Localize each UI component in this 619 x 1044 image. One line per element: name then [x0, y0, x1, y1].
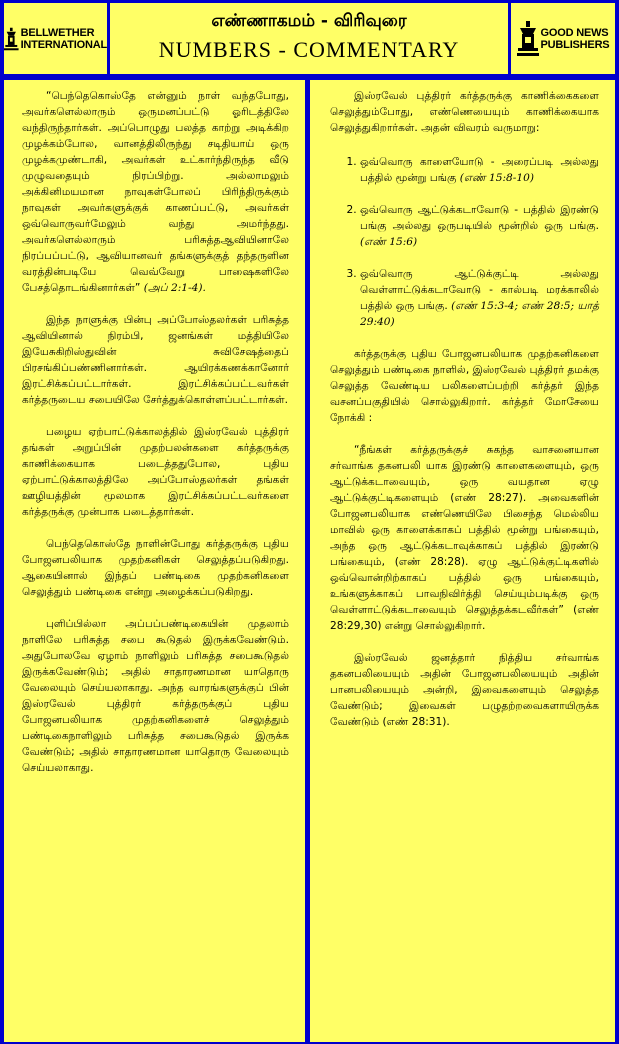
left-p1-text: “பெந்தெகொஸ்தே என்னும் நாள் வந்தபோது, அவர்களெல்லாரும் ஒருமனப்பட்டு ஓரிடத்திலே வந்திருந்தார்கள். அப்பொழுது பலத்த காற்று அடிக்கிற முழக்கம்போல, வானத்திலிருந்து சடிதியாய் ஒரு முழக்கமுண்டாகி, அவர்கள் உட்கார்ந்திருந்த வீடு முழுவதையும் நிரப்பிற்று. அல்லாமலும் அக்கினிமயமான நாவுகள்போலப் பிரிந்திருக்கும் நாவுகள் அவர்களுக்குக் காணப்பட்டு, அவர்கள் ஒவ்வொருவர்மேலும் வந்து அமர்ந்தது. அவர்களெல்லாரும் பரிசுத்தஆவியினாலே நிரப்பப்பட்டு, ஆவியானவர் தங்களுக்குத் தந்தருளின வரத்தின்படியே வெவ்வேறு பாஷைகளிலே பேசத்தொடங்கினார்கள்” [22, 90, 289, 294]
list-item-ref: (எண் 15:3-4; எண் 28:5; யாத் 29:40) [360, 300, 599, 328]
logo-good-news [511, 3, 615, 74]
right-p3-ref2: (எண் 28:28). [394, 556, 469, 568]
left-paragraph-4: பெந்தெகொஸ்தே நாளின்போது கர்த்தருக்கு புதிய போஜனபலியாக முதற்கனிகள் செலுத்தப்படுகிறது. ஆகையினால் இந்தப் பண்டிகை முதற்கனிகளை செலுத்தும் பண்டிகை என்று அழைக்கப்படுகிறது. [22, 538, 289, 598]
right-p3d-text: என்று சொல்லுகிறார். [384, 620, 486, 632]
tower-icon [517, 20, 539, 58]
right-p3-text: “நீங்கள் கர்த்தருக்குச் சுகந்த வாசனையான சர்வாங்க தகனபலி யாக இரண்டு காளைகளையும், ஒரு ஆட்டுக்கடாவையும், ஒரு வயதான ஏழு ஆட்டுக்குட்டிகளையும் [330, 444, 599, 504]
right-column [310, 80, 615, 1042]
right-p3-ref1: (எண் 28:27). [450, 492, 527, 504]
list-item-ref: (எண் 15:8-10) [459, 172, 534, 184]
right-paragraph-3 [330, 442, 599, 634]
left-p1-ref: (அப் 2:1-4). [143, 282, 206, 294]
list-item-text: ஒவ்வொரு ஆட்டுக்கடாவோடு - பத்தில் இரண்டு பங்கு அல்லது ஒருபடியில் மூன்றில் ஒரு பங்கு. [360, 204, 599, 232]
list-item-text: ஒவ்வொரு காளையோடு - அரைப்படி அல்லது பத்தில் மூன்று பங்கு [360, 156, 599, 184]
right-p3-ref3: (எண் 28:29,30) [330, 604, 599, 632]
left-paragraph-1 [22, 88, 289, 296]
logo-right-line1: GOOD NEWS [540, 26, 609, 39]
list-item [360, 266, 599, 330]
right-p3b-text: அவைகளின் போஜனபலியாக எண்ணெயிலே பிசைந்த மெல்லிய மாவில் ஒரு காளைக்காகப் பத்தில் மூன்று பங்கையும், அந்த ஒரு ஆட்டுக்கடாவுக்காகப் பத்தில் இரண்டு பங்கையும், [330, 492, 599, 568]
right-paragraph-1: இஸ்ரவேல் புத்திரர் கர்த்தருக்கு காணிக்கைகளை செலுத்தும்போது, எண்ணெயையும் காணிக்கையாக செலுத்துகிறார்கள். அதன் விவரம் வருமாறு: [330, 90, 599, 134]
left-column [4, 80, 305, 1042]
left-paragraph-5: புளிப்பில்லா அப்பப்பண்டிகையின் முதலாம் நாளிலே பரிசுத்த சபை கூடுதல் இருக்கவேண்டும். அதுபோலவே ஏழாம் நாளிலும் பரிசுத்த சபைகூடுதல் இருக்கவேண்டும்; அதில் சாதாரணமான யாதொரு வேலையும் செய்யலாகாது. அந்த வாரங்களுக்குப் பின் இஸ்ரவேல் புத்திரர் கர்த்தருக்குப் புதிய போஜனபலியாக முதற்கனிகளைச் செலுத்தும் பண்டிகைநாளிலும் பரிசுத்த சபைகூடுதல் இருக்க வேண்டும்; அதில் சாதாரணமான யாதொரு வேலையும் செய்யலாகாது. [22, 618, 289, 774]
logo-left-line1: BELLWETHER [20, 26, 95, 39]
left-paragraph-2: இந்த நாளுக்கு பின்பு அப்போஸ்தலர்கள் பரிசுத்த ஆவியினால் நிரம்பி, ஜனங்கள் மத்தியிலே இயேசுகிறிஸ்துவின் சுவிசேஷத்தைப் பிரசங்கிப்பண்ணினார்கள். ஆயிரக்கணக்கானோர் இரட்சிக்கப்பட்டார்கள். இரட்சிக்கப்பட்டவர்கள் கர்த்தருடைய சபையிலே சேர்த்துக்கொள்ளப்பட்டார்கள். [22, 314, 289, 406]
left-paragraph-3: பழைய ஏற்பாட்டுக்காலத்தில் இஸ்ரவேல் புத்திரர் தங்கள் அறுப்பின் முதற்பலன்களை கர்த்தருக்கு காணிக்கையாக படைத்ததுபோல, புதிய ஏற்பாட்டுக்காலத்திலே அப்போஸ்தலர்கள் தங்கள் ஊழியத்தின் மூலமாக இரட்சிக்கப்பட்டவர்களை கர்த்தருக்கு முன்பாக படைத்தார்கள். [22, 426, 289, 518]
logo-bellwether [4, 3, 107, 74]
list-item-ref: (எண் 15:6) [360, 236, 418, 248]
list-item [360, 202, 599, 250]
bell-tower-icon [4, 20, 19, 58]
right-p3c-text: ஏழு ஆட்டுக்குட்டிகளில் ஒவ்வொன்றிற்காகப் பத்தில் ஒரு பங்கையும், உங்களுக்காகப் பாவநிவிர்த்தி செய்யும்படிக்கு ஒரு வெள்ளாட்டுக்கடாவையும் செலுத்தக்கடவீர்கள்” [330, 556, 599, 616]
list-item [360, 154, 599, 186]
title-tamil: எண்ணாகமம் - விரிவுரை [211, 11, 407, 31]
logo-right-line2: PUBLISHERS [540, 38, 610, 51]
title-english: NUMBERS - COMMENTARY [158, 37, 460, 62]
title-box [110, 3, 508, 74]
offering-list [330, 154, 599, 330]
right-paragraph-4: இஸ்ரவேல் ஜனத்தார் நித்திய சர்வாங்க தகனபலியையும் அதின் போஜனபலியையும் அதின் பானபலியையும் அன்றி, இவைகளையும் செலுத்த வேண்டும்; இவைகள் பழுதற்றவைகளாயிருக்க வேண்டும் (எண் 28:31). [330, 652, 599, 728]
list-item-text: ஒவ்வொரு ஆட்டுக்குட்டி அல்லது வெள்ளாட்டுக்கடாவோடு - கால்படி மரக்காலில் பத்தில் ஒரு பங்கு. [360, 268, 599, 312]
right-paragraph-2: கர்த்தருக்கு புதிய போஜனபலியாக முதற்கனிகளை செலுத்தும் பண்டிகை நாளில், இஸ்ரவேல் புத்திரர் தமக்கு செலுத்த வேண்டிய பலிகளைப்பற்றி கர்த்தர் இந்த வசனப்பகுதியில் சொல்லுகிறார். கர்த்தர் மோசேயை நோக்கி : [330, 348, 599, 424]
logo-left-line2: INTERNATIONAL [20, 38, 107, 51]
